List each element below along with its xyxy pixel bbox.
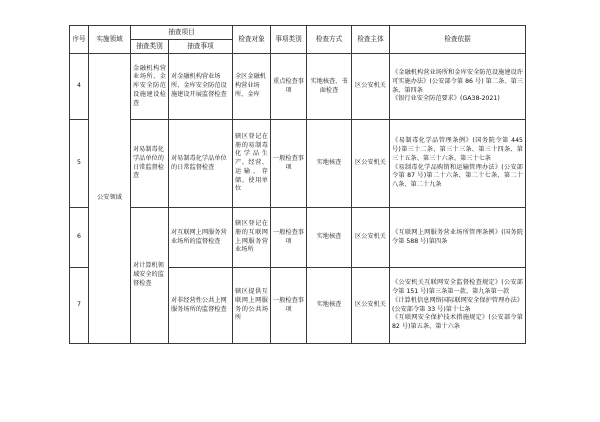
cell-matter: 对易制毒化学品单位的日常监督检查: [169, 120, 233, 208]
header-type: 事项类别: [271, 26, 307, 54]
header-matter: 抽查事项: [169, 40, 233, 54]
cell-subject: 区公安机关: [352, 268, 390, 344]
cell-basis: [390, 54, 526, 120]
header-domain: 实施领域: [89, 26, 131, 54]
cell-no: 5: [70, 120, 89, 208]
cell-subject: 区公安机关: [352, 54, 390, 120]
header-method: 检查方式: [307, 26, 352, 54]
basis-line: 《互联网上网服务营业场所管理条例》(国务院令第 588 号)第四条: [392, 228, 523, 245]
cell-no: 7: [70, 268, 89, 344]
cell-object: 辖区登记在册的易制毒化学品生产、经营、运输、存储、使用单位: [233, 120, 271, 208]
cell-basis: [390, 268, 526, 344]
cell-category: 金融机构营业场所、金库安全防范设施建设检查: [131, 54, 169, 120]
cell-type: 一般检查事项: [271, 120, 307, 208]
cell-no: 6: [70, 208, 89, 268]
cell-matter: 对金融机构营业场所、金库安全防范设施建设开展监督检查: [169, 54, 233, 120]
cell-method: 实地核查: [307, 208, 352, 268]
cell-method: 实地核查、书面检查: [307, 54, 352, 120]
table-row: [70, 54, 526, 120]
cell-matter: 对非经营性公共上网服务场所的监督检查: [169, 268, 233, 344]
cell-method: 实地核查: [307, 120, 352, 208]
cell-category: 对计算机领域安全的监督检查: [131, 208, 169, 344]
cell-type: 一般检查事项: [271, 268, 307, 344]
cell-object: 辖区提供互联网上网服务的公共场所: [233, 268, 271, 344]
cell-basis: [390, 120, 526, 208]
basis-line: 《易制毒化学品管理条例》(国务院令第 445 号)第三十二条、第三十三条、第三十四条、第三十五条、第三十六条、第三十七条: [392, 137, 523, 162]
basis-line: 《易制毒化学品购销和运输管理办法》(公安部令第 87 号)第二十六条、第二十七条、第二十八条、第二十九条: [392, 163, 523, 189]
cell-method: 实地核查: [307, 268, 352, 344]
cell-object: 辖区登记在册的互联网上网服务营业场所: [233, 208, 271, 268]
cell-category: 对易制毒化学品单位的日常监督检查: [131, 120, 169, 208]
cell-basis: [390, 208, 526, 268]
cell-no: 4: [70, 54, 89, 120]
cell-type: 重点检查事项: [271, 54, 307, 120]
header-row-1: [70, 26, 526, 40]
basis-line: 《公安机关互联网安全监督检查规定》(公安部令第 151 号)第三条第一款、第九条第一款: [392, 279, 523, 295]
table-row: [70, 120, 526, 208]
header-subject: 检查主体: [352, 26, 390, 54]
cell-domain: 公安领域: [89, 54, 131, 344]
inspection-table: [69, 25, 526, 344]
cell-subject: 区公安机关: [352, 208, 390, 268]
cell-matter: 对互联网上网服务营业场所的监督检查: [169, 208, 233, 268]
basis-line: 《互联网安全保护技术措施规定》(公安部令第 82 号)第五条、第十六条: [392, 314, 523, 331]
header-basis: 检查依据: [390, 26, 526, 54]
table-row: [70, 208, 526, 268]
header-object: 检查对象: [233, 26, 271, 54]
header-category: 抽查类别: [131, 40, 169, 54]
basis-line: 《计算机信息网络国际联网安全保护管理办法》(公安部令第 33 号)第十七条: [392, 296, 523, 313]
basis-line: 《金融机构营业场所和金库安全防范设施建设许可实施办法》(公安部令第 86 号) 第二条、第三条、第四条: [392, 68, 523, 94]
cell-object: 全区金融机构营业场所、金库: [233, 54, 271, 120]
header-item-group: 抽查项目: [131, 26, 233, 40]
header-no: 序号: [70, 26, 89, 54]
cell-subject: 区公安机关: [352, 120, 390, 208]
cell-type: 一般检查事项: [271, 208, 307, 268]
basis-line: 《银行业安全防范要求》(GA38-2021): [392, 95, 500, 103]
